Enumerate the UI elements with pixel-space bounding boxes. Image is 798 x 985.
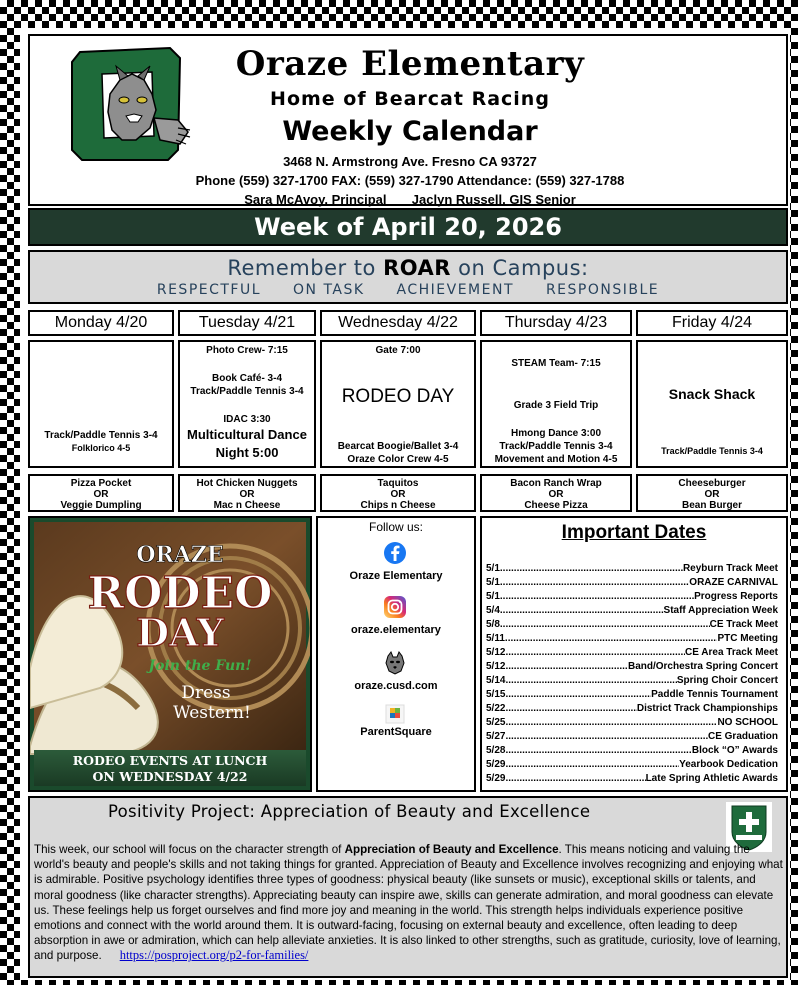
flyer-dress-2: Western! — [173, 703, 251, 723]
date-value: 5/22 — [486, 703, 506, 714]
event-item: Night 5:00 — [215, 445, 279, 460]
lunch-or: OR — [390, 489, 406, 500]
website-label[interactable]: oraze.cusd.com — [354, 680, 438, 692]
facebook-icon[interactable] — [382, 540, 408, 566]
day-heading-wednesday: Wednesday 4/22 — [320, 310, 476, 336]
date-event: Band/Orchestra Spring Concert — [627, 661, 778, 672]
day-events-tuesday — [178, 340, 316, 468]
lunch-option: Taquitos — [377, 478, 419, 489]
event-item: Track/Paddle Tennis 3-4 — [44, 430, 158, 441]
date-value: 5/29 — [486, 773, 506, 784]
date-event: CE Track Meet — [709, 619, 778, 630]
date-row — [486, 674, 778, 688]
day-heading-friday: Friday 4/24 — [636, 310, 788, 336]
rodeo-flyer-art — [30, 518, 310, 790]
event-item: Grade 3 Field Trip — [513, 400, 599, 411]
day-events-friday — [636, 340, 788, 468]
follow-us-panel — [316, 516, 476, 792]
date-event: CE Graduation — [707, 731, 778, 742]
positivity-strength: Appreciation of Beauty and Excellence — [344, 843, 559, 856]
date-value: 5/28 — [486, 745, 506, 756]
roar-value: RESPONSIBLE — [545, 282, 660, 298]
flyer-subtitle: Join the Fun! — [148, 658, 252, 674]
positivity-body — [34, 842, 784, 964]
lunch-or: OR — [704, 489, 720, 500]
event-item: Track/Paddle Tennis 3-4 — [661, 446, 763, 456]
principal-name: Sara McAvoy, Principal — [244, 192, 387, 207]
date-row — [486, 660, 778, 674]
lunch-friday — [636, 474, 788, 512]
date-value: 5/1 — [486, 563, 500, 574]
parentsquare-label[interactable]: ParentSquare — [360, 726, 432, 738]
roar-word: ROAR — [383, 256, 451, 280]
date-value: 5/12 — [486, 647, 506, 658]
calendar-title: Weekly Calendar — [282, 116, 538, 147]
date-row — [486, 646, 778, 660]
date-row — [486, 632, 778, 646]
date-row — [486, 744, 778, 758]
instagram-label[interactable]: oraze.elementary — [351, 624, 441, 636]
lunch-option: Cheese Pizza — [524, 500, 588, 511]
day-heading-tuesday: Tuesday 4/21 — [178, 310, 316, 336]
date-row — [486, 562, 778, 576]
lunch-wednesday — [320, 474, 476, 512]
event-item: Folklorico 4-5 — [71, 443, 131, 453]
facebook-label[interactable]: Oraze Elementary — [349, 570, 443, 582]
day-heading-thursday: Thursday 4/23 — [480, 310, 632, 336]
date-event: Spring Choir Concert — [676, 675, 778, 686]
date-value: 5/4 — [486, 605, 500, 616]
date-row — [486, 730, 778, 744]
date-row — [486, 716, 778, 730]
date-row — [486, 758, 778, 772]
date-value: 5/1 — [486, 591, 500, 602]
date-event: Staff Appreciation Week — [663, 605, 778, 616]
date-event: PTC Meeting — [717, 633, 778, 644]
event-item: Bearcat Boogie/Ballet 3-4 — [337, 441, 459, 452]
roar-value: ON TASK — [293, 282, 365, 298]
date-row — [486, 688, 778, 702]
flyer-dress-1: Dress — [181, 683, 231, 703]
event-item: Track/Paddle Tennis 3-4 — [499, 441, 613, 452]
event-highlight: Snack Shack — [668, 386, 756, 402]
lunch-or: OR — [93, 489, 109, 500]
roar-prefix: Remember to — [227, 256, 376, 280]
roar-values — [30, 282, 786, 298]
school-name: Oraze Elementary — [235, 44, 585, 84]
lunch-or: OR — [548, 489, 564, 500]
rodeo-flyer — [28, 516, 312, 792]
roar-value: RESPECTFUL — [156, 282, 262, 298]
event-item: STEAM Team- 7:15 — [511, 358, 601, 369]
flyer-brand: ORAZE — [136, 542, 224, 568]
day-events-wednesday — [320, 340, 476, 468]
date-value: 5/15 — [486, 689, 506, 700]
school-tagline: Home of Bearcat Racing — [270, 88, 550, 110]
parentsquare-icon[interactable] — [385, 704, 405, 724]
date-value: 5/29 — [486, 759, 506, 770]
lunch-option: Bean Burger — [681, 500, 742, 511]
date-row — [486, 604, 778, 618]
date-value: 5/11 — [486, 633, 505, 644]
positivity-intro: This week, our school will focus on the character strength of — [34, 843, 345, 856]
date-event: Block “O” Awards — [691, 745, 778, 756]
school-staff — [170, 192, 650, 207]
event-item: Oraze Color Crew 4-5 — [347, 454, 449, 465]
event-item: Book Café- 3-4 — [211, 373, 282, 384]
school-phones: Phone (559) 327-1700 FAX: (559) 327-1790 Attendance: (559) 327-1788 — [195, 173, 625, 188]
roar-banner — [28, 250, 788, 304]
positivity-link[interactable]: https://posproject.org/p2-for-families/ — [119, 948, 309, 963]
bearcat-icon[interactable] — [382, 650, 408, 676]
lunch-option: Mac n Cheese — [213, 500, 281, 511]
date-row — [486, 702, 778, 716]
lunch-option: Pizza Pocket — [70, 478, 132, 489]
date-event: NO SCHOOL — [717, 717, 778, 728]
date-value: 5/27 — [486, 731, 506, 742]
positivity-title: Positivity Project: Appreciation of Beauty and Excellence — [108, 802, 591, 821]
positivity-project-panel — [28, 796, 788, 978]
event-item: Photo Crew- 7:15 — [206, 345, 288, 356]
school-address: 3468 N. Armstrong Ave. Fresno CA 93727 — [283, 154, 537, 169]
important-dates-title: Important Dates — [561, 522, 707, 543]
event-item: Movement and Motion 4-5 — [494, 454, 618, 465]
positivity-text: . This means noticing and valuing the world's beauty and people's skills and not taking things for granted. Appreciation of Beauty and Excellence involves recognizing and enjoying what is admirable. Positive psychology identifies three types of goodness: physical beauty (like sunsets or music), exceptional skills or talents, and moral goodness (like character strengths). Appreciating beauty can inspire awe, skills can generate admiration, and moral goodness can elevate us. These feelings help us forget ourselves and find more joy and meaning in the world. This strength helps individuals experience positive emotions and connect with the world around them. It is outward-facing, focusing on external beauty and excellence, often leading to deep absorption in awe or admiration, which can help alleviate anxieties. It is also linked to other strengths, such as gratitude, curiosity, love of learning, and purpose. — [34, 843, 783, 963]
date-event: District Track Championships — [636, 703, 778, 714]
instagram-icon[interactable] — [382, 594, 408, 620]
header — [28, 34, 788, 206]
date-value: 5/25 — [486, 717, 506, 728]
day-events-monday — [28, 340, 174, 468]
flyer-footer-1: RODEO EVENTS AT LUNCH — [72, 753, 268, 768]
date-event: Reyburn Track Meet — [682, 563, 778, 574]
roar-value: ACHIEVEMENT — [396, 282, 514, 298]
week-title: Week of April 20, 2026 — [254, 213, 562, 241]
date-event: Yearbook Dedication — [679, 759, 778, 770]
date-event: Paddle Tennis Tournament — [651, 689, 778, 700]
lunch-option: Bacon Ranch Wrap — [510, 478, 602, 489]
event-item: Track/Paddle Tennis 3-4 — [190, 386, 304, 397]
date-row — [486, 618, 778, 632]
lunch-monday — [28, 474, 174, 512]
date-value: 5/14 — [486, 675, 506, 686]
event-item: Hmong Dance 3:00 — [510, 428, 602, 439]
event-item: Gate 7:00 — [375, 345, 421, 356]
important-dates-panel — [480, 516, 788, 792]
flyer-title-2: DAY — [136, 610, 224, 655]
lunch-tuesday — [178, 474, 316, 512]
lunch-thursday — [480, 474, 632, 512]
newsletter-page — [20, 28, 790, 980]
date-event: Progress Reports — [694, 591, 778, 602]
day-events-thursday — [480, 340, 632, 468]
roar-suffix: on Campus: — [458, 256, 589, 280]
date-value: 5/1 — [486, 577, 500, 588]
date-value: 5/8 — [486, 619, 500, 630]
lunch-option: Hot Chicken Nuggets — [196, 478, 298, 489]
date-value: 5/12 — [486, 661, 506, 672]
gis-name: Jaclyn Russell, GIS Senior — [411, 192, 576, 207]
day-heading-monday: Monday 4/20 — [28, 310, 174, 336]
flyer-title-1: RODEO — [87, 568, 273, 619]
date-row — [486, 576, 778, 590]
date-event: Late Spring Athletic Awards — [645, 773, 778, 784]
lunch-option: Chips n Cheese — [360, 500, 436, 511]
date-row — [486, 772, 778, 786]
event-item: IDAC 3:30 — [223, 414, 271, 425]
event-item: Multicultural Dance — [187, 427, 307, 442]
week-banner — [28, 208, 788, 246]
date-row — [486, 590, 778, 604]
date-event: CE Area Track Meet — [684, 647, 778, 658]
roar-heading — [30, 256, 786, 280]
flyer-footer-2: ON WEDNESDAY 4/22 — [92, 769, 248, 784]
date-event: ORAZE CARNIVAL — [689, 577, 778, 588]
follow-heading: Follow us: — [368, 520, 424, 534]
lunch-option: Cheeseburger — [678, 478, 746, 489]
event-highlight: RODEO DAY — [341, 386, 455, 407]
lunch-or: OR — [239, 489, 255, 500]
lunch-option: Veggie Dumpling — [60, 500, 142, 511]
